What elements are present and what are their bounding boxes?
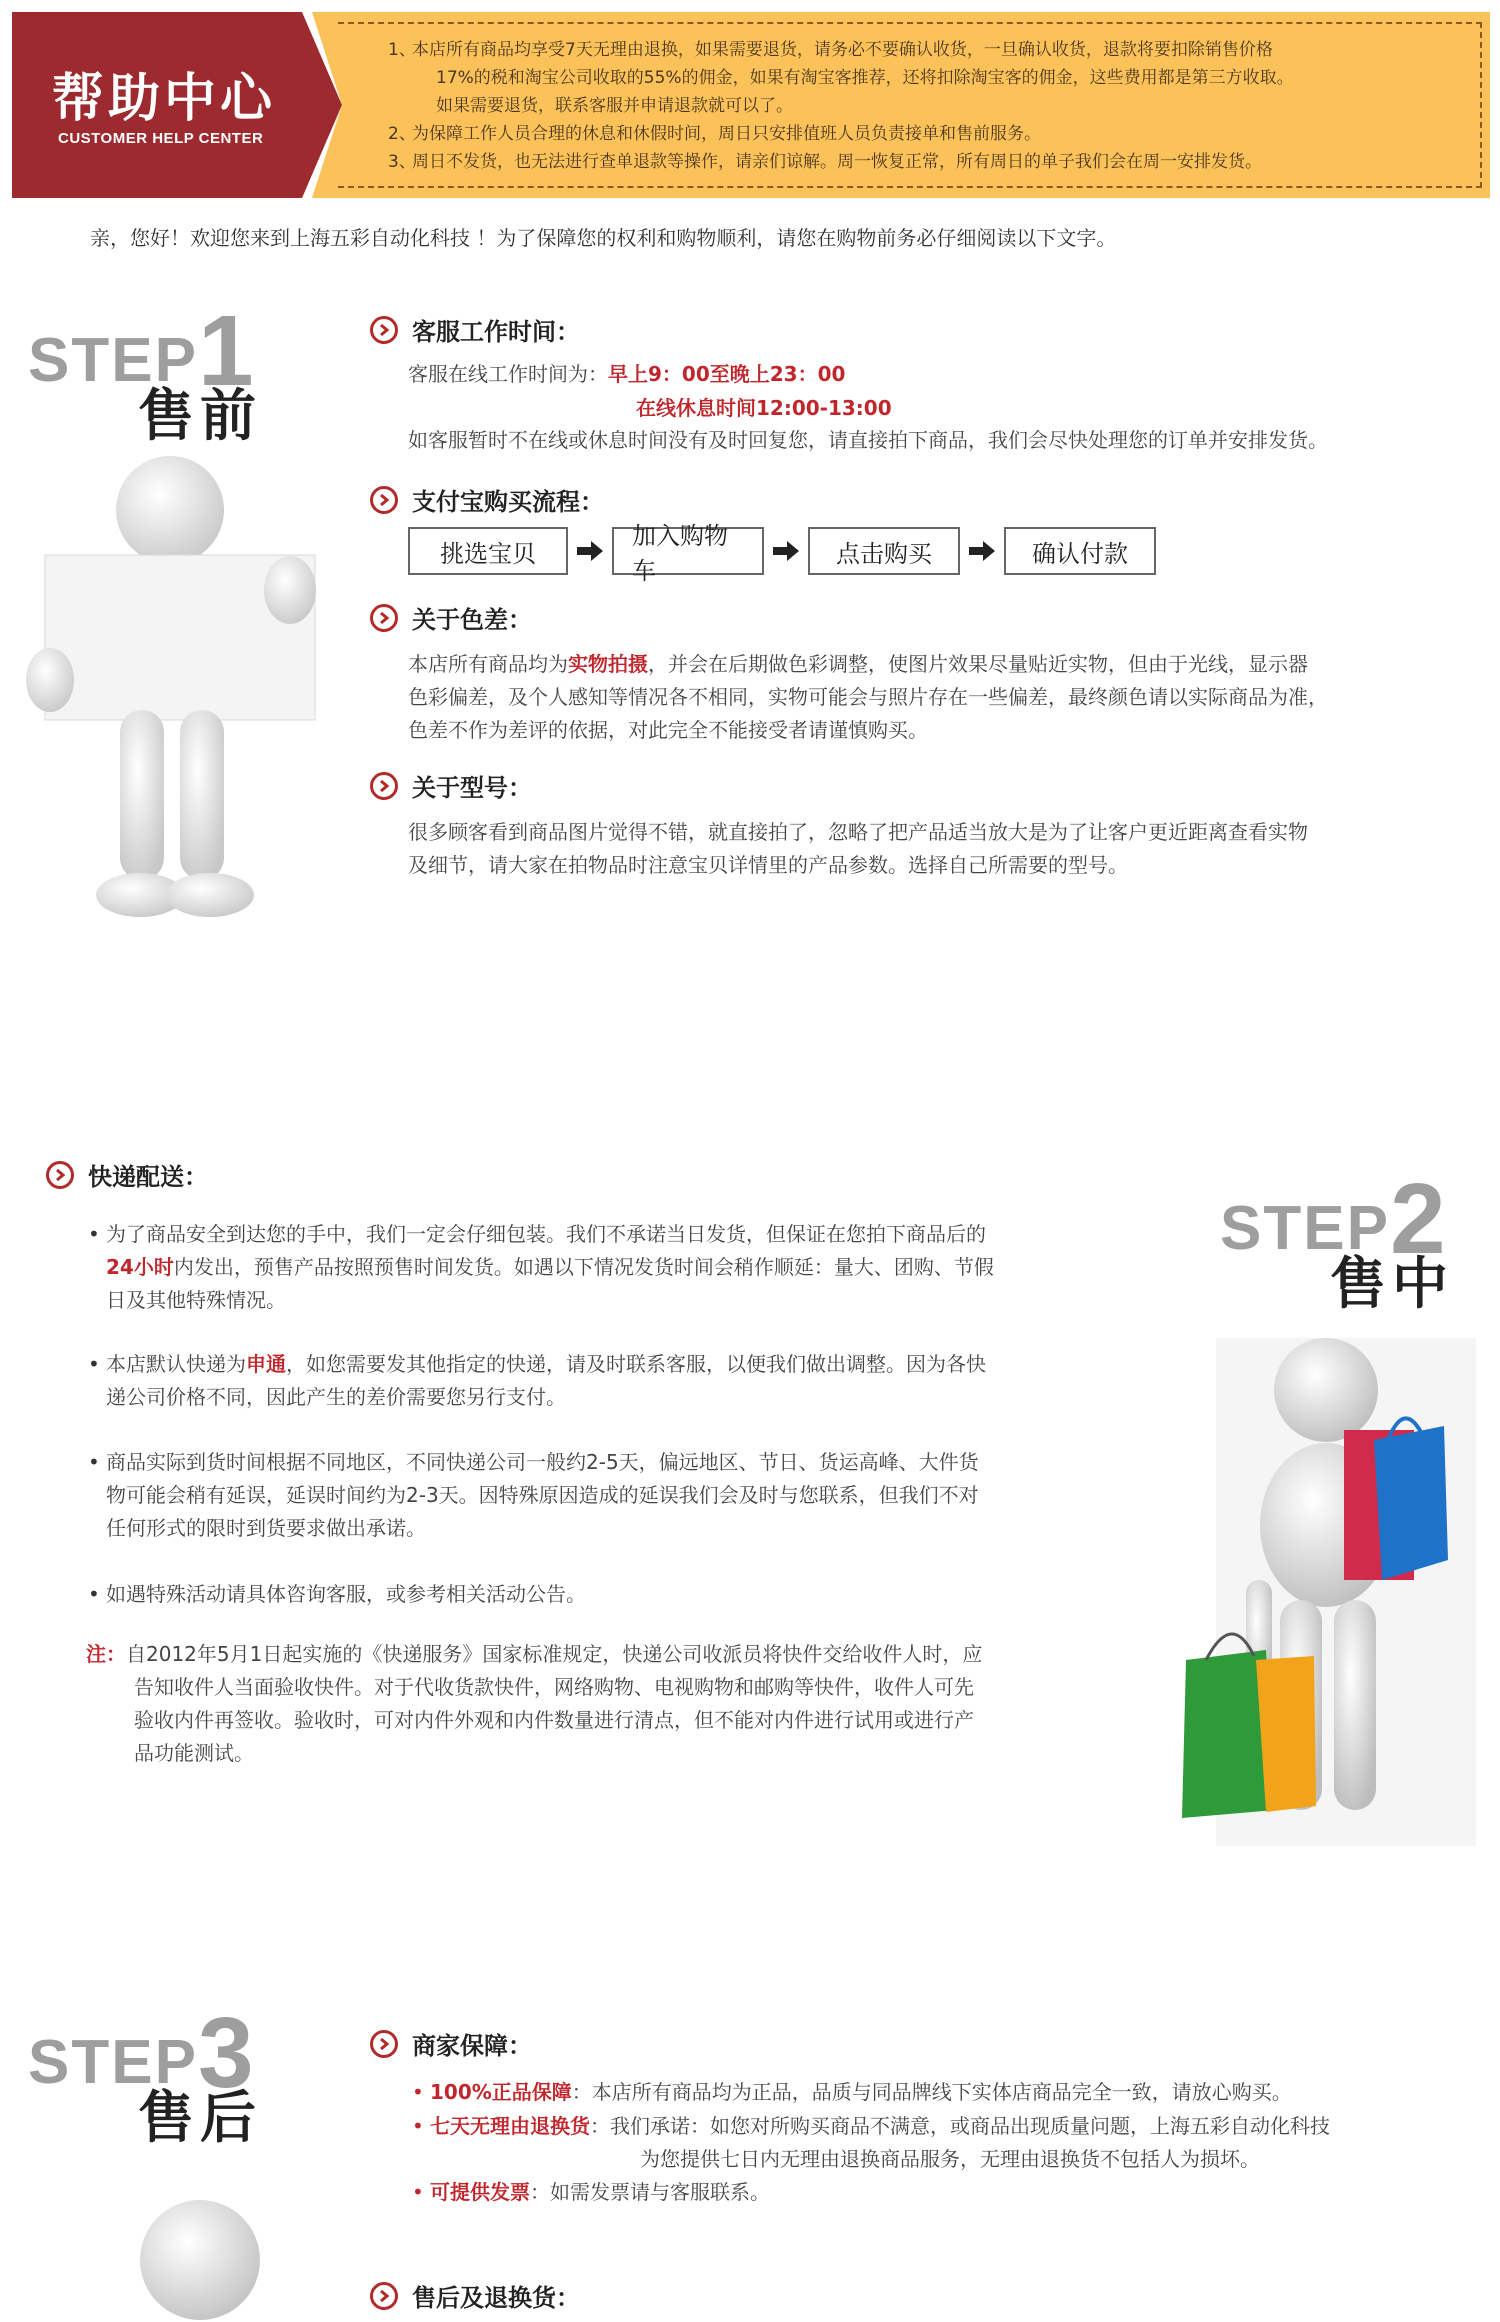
- service-hours-line: 客服在线工作时间为：早上9：00至晚上23：00: [408, 362, 846, 386]
- delivery-note: 注：自2012年5月1日起实施的《快递服务》国家标准规定，快递公司收派员将快件交给收件人时，应 告知收件人当面验收快件。对于代收货款快件，网络购物、电视购物和邮购等快件，收件人可先 验收内件再签收。验收时，可对内件外观和内件数量进行清点，但不能对内件进行试用或进行产 品功能测试。: [86, 1642, 983, 1765]
- service-break-line: 在线休息时间12:00-13:00: [636, 396, 892, 420]
- chevron-right-icon: [46, 1161, 74, 1189]
- figure-holding-sign: [20, 450, 330, 950]
- figure-shopping-bags: [1176, 1330, 1486, 1850]
- banner-title: 帮助中心: [52, 69, 277, 129]
- notice-item-cont: 如果需要退货，联系客服并申请退款就可以了。: [436, 96, 793, 116]
- chevron-right-icon: [370, 316, 398, 344]
- section-model: [370, 768, 532, 803]
- chevron-right-icon: [370, 2282, 398, 2310]
- arrow-right-icon: [764, 527, 808, 575]
- chevron-right-icon: [370, 486, 398, 514]
- step3-word: STEP: [28, 2028, 198, 2097]
- chevron-right-icon: [370, 772, 398, 800]
- arrow-right-icon: [568, 527, 612, 575]
- section-alipay-flow: [370, 482, 604, 517]
- notice-list: [388, 36, 1468, 176]
- section-returns: [370, 2278, 580, 2313]
- section-title: 关于型号：: [412, 774, 532, 802]
- figure-after-sales: [120, 2196, 280, 2322]
- delivery-bullet-3: • 商品实际到货时间根据不同地区，不同快递公司一般约2-5天，偏远地区、节日、货运高峰、大件货 物可能会稍有延误，延误时间约为2-3天。因特殊原因造成的延误我们会及时与您联系，但我们不对 任何形式的限时到货要求做出承诺。: [88, 1450, 979, 1540]
- delivery-bullet-2: • 本店默认快递为申通，如您需要发其他指定的快递，请及时联系客服，以便我们做出调整。因为各快 递公司价格不同，因此产生的差价需要您另行支付。: [88, 1352, 986, 1409]
- step2-word: STEP: [1220, 1194, 1390, 1263]
- flow-step-select: 挑选宝贝: [408, 527, 568, 575]
- section-service-hours: [370, 312, 580, 347]
- section-title: 售后及退换货：: [412, 2284, 580, 2312]
- delivery-bullet-1: • 为了商品安全到达您的手中，我们一定会仔细包装。我们不承诺当日发货，但保证在您拍下商品后的 24小时内发出，预售产品按照预售时间发货。如遇以下情况发货时间会稍作顺延：量大、团购、节假 日及其他特殊情况。: [88, 1222, 994, 1312]
- step1-number: 1: [197, 295, 254, 407]
- section-title: 快递配送：: [88, 1163, 208, 1191]
- delivery-bullet-4: • 如遇特殊活动请具体咨询客服，或参考相关活动公告。: [88, 1582, 586, 1606]
- guarantee-item-return: • 七天无理由退换货：我们承诺：如您对所购买商品不满意，或商品出现质量问题，上海五彩自动化科技: [412, 2114, 1330, 2138]
- help-center-banner: [12, 12, 1490, 198]
- model-line-1: 很多顾客看到商品图片觉得不错，就直接拍了，忽略了把产品适当放大是为了让客户更近距离查看实物: [408, 820, 1308, 844]
- notice-item-cont: 17%的税和淘宝公司收取的55%的佣金，如果有淘宝客推荐，还将扣除淘宝客的佣金，这些费用都是第三方收取。: [436, 68, 1294, 88]
- section-title: 支付宝购买流程：: [412, 488, 604, 516]
- guarantee-item-genuine: • 100%正品保障：本店所有商品均为正品，品质与同品牌线下实体店商品完全一致，请放心购买。: [412, 2080, 1292, 2104]
- step2-title: 售中: [1330, 1252, 1454, 1317]
- step3-number: 3: [197, 1997, 254, 2109]
- guarantee-item-invoice: • 可提供发票：如需发票请与客服联系。: [412, 2180, 770, 2204]
- notice-item: 2、为保障工作人员合理的休息和休假时间，周日只安排值班人员负责接单和售前服务。: [388, 124, 1041, 144]
- model-line-2: 及细节，请大家在拍物品时注意宝贝详情里的产品参数。选择自己所需要的型号。: [408, 853, 1128, 877]
- step1-title: 售前: [138, 384, 262, 449]
- section-guarantee: [370, 2026, 532, 2061]
- guarantee-item-return-cont: 为您提供七日内无理由退换商品服务，无理由退换货不包括人为损坏。: [640, 2147, 1260, 2171]
- color-line-3: 色差不作为差评的依据，对此完全不能接受者请谨慎购买。: [408, 718, 928, 742]
- chevron-right-icon: [370, 2030, 398, 2058]
- alipay-flow: [408, 522, 1156, 585]
- color-line-1: 本店所有商品均为实物拍摄，并会在后期做色彩调整，使图片效果尽量贴近实物，但由于光线，显示器: [408, 652, 1308, 676]
- chevron-right-icon: [370, 604, 398, 632]
- section-color-difference: [370, 600, 532, 635]
- section-title: 商家保障：: [412, 2032, 532, 2060]
- section-delivery: [46, 1157, 208, 1192]
- notice-item: 1、本店所有商品均享受7天无理由退换，如果需要退货，请务必不要确认收货，一旦确认收货，退款将要扣除销售价格: [388, 40, 1273, 60]
- banner-subtitle: CUSTOMER HELP CENTER: [58, 130, 264, 147]
- section-title: 客服工作时间：: [412, 318, 580, 346]
- intro-text: 亲，您好！欢迎您来到上海五彩自动化科技 ！为了保障您的权利和购物顺利，请您在购物前务必仔细阅读以下文字。: [90, 226, 1117, 250]
- flow-step-pay: 确认付款: [1004, 527, 1156, 575]
- section-title: 关于色差：: [412, 606, 532, 634]
- step3-title: 售后: [138, 2086, 262, 2151]
- flow-step-buy: 点击购买: [808, 527, 960, 575]
- step2-number: 2: [1389, 1163, 1446, 1275]
- step1-word: STEP: [28, 326, 198, 395]
- notice-item: 3、周日不发货，也无法进行查单退款等操作，请亲们谅解。周一恢复正常，所有周日的单子我们会在周一安排发货。: [388, 152, 1262, 172]
- service-note-line: 如客服暂时不在线或休息时间没有及时回复您，请直接拍下商品，我们会尽快处理您的订单并安排发货。: [408, 428, 1328, 452]
- flow-step-cart: 加入购物车: [612, 527, 764, 575]
- arrow-right-icon: [960, 527, 1004, 575]
- color-line-2: 色彩偏差，及个人感知等情况各不相同，实物可能会与照片存在一些偏差，最终颜色请以实际商品为准，: [408, 685, 1328, 709]
